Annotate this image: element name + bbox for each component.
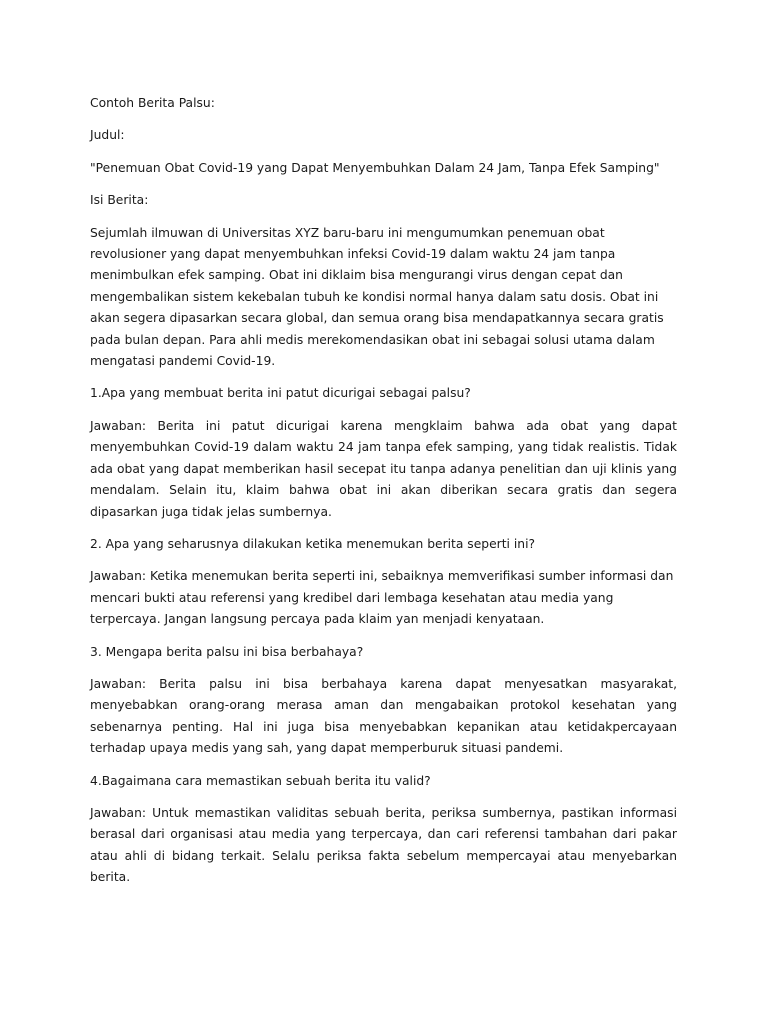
news-body: Sejumlah ilmuwan di Universitas XYZ baru-baru ini mengumumkan penemuan obat revolusioner yang dapat menyembuhkan infeksi Covid-19 dalam waktu 24 jam tanpa menimbulkan efek samping. Obat ini diklaim bisa mengurangi virus dengan cepat dan mengembalikan sistem kekebalan tubuh ke kondisi normal hanya dalam satu dosis. Obat ini akan segera dipasarkan secara global, dan semua orang bisa mendapatkannya secara gratis pada bulan depan. Para ahli medis merekomendasikan obat ini sebagai solusi utama dalam mengatasi pandemi Covid-19. (90, 225, 664, 369)
answer-1: Jawaban: Berita ini patut dicurigai karena mengklaim bahwa ada obat yang dapat menyembuhkan Covid-19 dalam waktu 24 jam tanpa efek samping, yang tidak realistis. Tidak ada obat yang dapat memberikan hasil secepat itu tanpa adanya penelitian dan uji klinis yang mendalam. Selain itu, klaim bahwa obat ini akan diberikan secara gratis dan segera dipasarkan juga tidak jelas sumbernya. (90, 418, 677, 519)
answer-2: Jawaban: Ketika menemukan berita seperti ini, sebaiknya memverifikasi sumber informasi dan mencari bukti atau referensi yang kredibel dari lembaga kesehatan atau media yang terpercaya. Jangan langsung percaya pada klaim yan menjadi kenyataan. (90, 569, 674, 627)
body-label: Isi Berita: (90, 193, 149, 208)
document-page (90, 93, 677, 900)
title-label: Judul: (90, 128, 125, 143)
question-3: 3. Mengapa berita palsu ini bisa berbahaya? (90, 644, 364, 659)
question-1: 1.Apa yang membuat berita ini patut dicurigai sebagai palsu? (90, 386, 471, 401)
answer-3: Jawaban: Berita palsu ini bisa berbahaya karena dapat menyesatkan masyarakat, menyebabkan orang-orang merasa aman dan mengabaikan protokol kesehatan yang sebenarnya penting. Hal ini juga bisa menyebabkan kepanikan atau ketidakpercayaan terhadap upaya medis yang sah, yang dapat memperburuk situasi pandemi. (90, 676, 677, 756)
answer-4: Jawaban: Untuk memastikan validitas sebuah berita, periksa sumbernya, pastikan informasi berasal dari organisasi atau media yang terpercaya, dan cari referensi tambahan dari pakar atau ahli di bidang terkait. Selalu periksa fakta sebelum mempercayai atau menyebarkan berita. (90, 805, 677, 885)
question-2: 2. Apa yang seharusnya dilakukan ketika menemukan berita seperti ini? (90, 536, 536, 551)
news-title: "Penemuan Obat Covid-19 yang Dapat Menyembuhkan Dalam 24 Jam, Tanpa Efek Samping" (90, 160, 660, 175)
question-4: 4.Bagaimana cara memastikan sebuah berita itu valid? (90, 773, 431, 788)
document-heading: Contoh Berita Palsu: (90, 96, 215, 110)
